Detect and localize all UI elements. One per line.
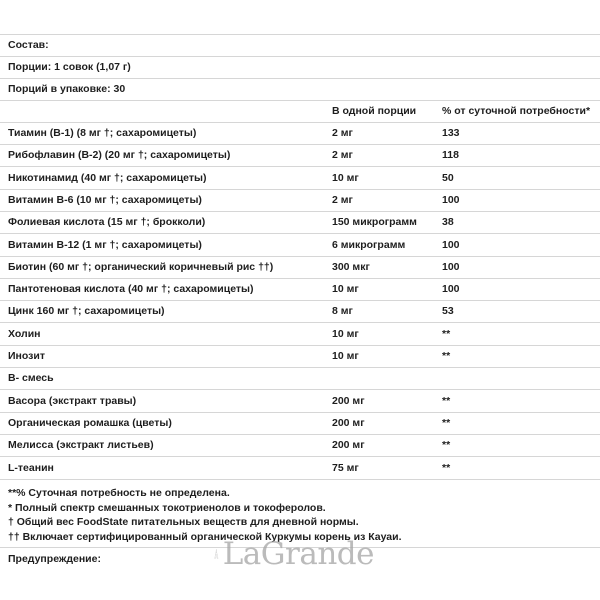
nutrient-name: Тиамин (В-1) (8 мг †; сахаромицеты)	[8, 127, 197, 139]
daily-value-percent: 118	[442, 149, 459, 162]
nutrient-name: L-теанин	[8, 461, 54, 474]
amount-per-serving: 150 микрограмм	[332, 216, 417, 229]
divider	[0, 78, 600, 79]
nutrient-name: Инозит	[8, 350, 45, 362]
divider	[0, 144, 600, 145]
serving-size: Порции: 1 совок (1,07 г)	[8, 61, 131, 73]
divider	[0, 389, 600, 390]
amount-per-serving: 200 мг	[332, 439, 365, 452]
nutrient-name: Органическая ромашка (цветы)	[8, 416, 172, 429]
column-header-per-serving: В одной порции	[332, 105, 417, 117]
blend-label: В- смесь	[8, 372, 54, 385]
divider	[0, 233, 600, 234]
nutrient-name: Холин	[8, 327, 41, 340]
nutrient-name: Пантотеновая кислота (40 мг †; сахаромицеты)	[8, 283, 254, 296]
daily-value-percent: 100	[442, 283, 460, 296]
footnote: **% Суточная потребность не определена.	[8, 487, 230, 499]
composition-label: Состав:	[8, 39, 49, 51]
divider	[0, 300, 600, 301]
nutrient-name: Витамин В-12 (1 мг †; сахаромицеты)	[8, 238, 202, 251]
daily-value-percent: 100	[442, 260, 460, 273]
watermark	[214, 524, 374, 584]
amount-per-serving: 10 мг	[332, 327, 359, 340]
nutrient-name: Никотинамид (40 мг †; сахаромицеты)	[8, 171, 207, 184]
divider	[0, 34, 600, 35]
nutrient-name: Витамин В-6 (10 мг †; сахаромицеты)	[8, 193, 202, 206]
divider	[0, 278, 600, 279]
daily-value-percent: **	[442, 327, 451, 340]
divider	[0, 345, 600, 346]
nutrient-name: Рибофлавин (В-2) (20 мг †; сахаромицеты)	[8, 149, 231, 162]
amount-per-serving: 10 мг	[332, 171, 359, 184]
amount-per-serving: 300 мкг	[332, 260, 370, 273]
daily-value-percent: **	[442, 461, 451, 474]
amount-per-serving: 200 мг	[332, 394, 365, 407]
footnote: † Общий вес FoodState питательных веществ для дневной нормы.	[8, 516, 359, 528]
divider	[0, 211, 600, 212]
eiffel-tower-icon	[214, 531, 219, 577]
nutrient-name: Биотин (60 мг †; органический коричневый рис ††)	[8, 260, 274, 273]
nutrient-name: Цинк 160 мг †; сахаромицеты)	[8, 305, 165, 318]
watermark-logo: LaGrande	[222, 536, 374, 572]
divider	[0, 189, 600, 190]
nutrient-name: Мелисса (экстракт листьев)	[8, 439, 154, 452]
footnote: †† Включает сертифицированный органической Куркумы корень из Кауаи.	[8, 530, 402, 543]
daily-value-percent: **	[442, 416, 451, 429]
daily-value-percent: 133	[442, 127, 460, 139]
daily-value-percent: **	[442, 350, 451, 362]
divider	[0, 434, 600, 435]
amount-per-serving: 75 мг	[332, 461, 359, 474]
nutrient-name: Фолиевая кислота (15 мг †; брокколи)	[8, 216, 206, 229]
daily-value-percent: **	[442, 394, 451, 407]
divider	[0, 456, 600, 457]
divider	[0, 479, 600, 480]
servings-per-container: Порций в упаковке: 30	[8, 83, 126, 95]
divider	[0, 166, 600, 167]
divider	[0, 367, 600, 368]
daily-value-percent: 50	[442, 171, 454, 184]
amount-per-serving: 6 микрограмм	[332, 238, 406, 251]
daily-value-percent: 100	[442, 193, 460, 206]
divider	[0, 256, 600, 257]
footnote: * Полный спектр смешанных токотриенолов и токоферолов.	[8, 501, 326, 514]
daily-value-percent: 100	[442, 238, 460, 251]
divider	[0, 122, 600, 123]
daily-value-percent: 53	[442, 305, 454, 318]
divider	[0, 322, 600, 323]
amount-per-serving: 2 мг	[332, 193, 353, 206]
warning-label: Предупреждение:	[8, 553, 101, 565]
amount-per-serving: 2 мг	[332, 127, 353, 139]
nutrient-name: Васора (экстракт травы)	[8, 394, 137, 407]
divider	[0, 412, 600, 413]
column-header-daily-value: % от суточной потребности*	[442, 105, 591, 117]
daily-value-percent: 38	[442, 216, 454, 229]
amount-per-serving: 8 мг	[332, 305, 353, 318]
daily-value-percent: **	[442, 439, 451, 452]
divider	[0, 56, 600, 57]
amount-per-serving: 10 мг	[332, 283, 359, 296]
divider	[0, 100, 600, 101]
amount-per-serving: 200 мг	[332, 416, 365, 429]
amount-per-serving: 10 мг	[332, 350, 359, 362]
amount-per-serving: 2 мг	[332, 149, 353, 162]
